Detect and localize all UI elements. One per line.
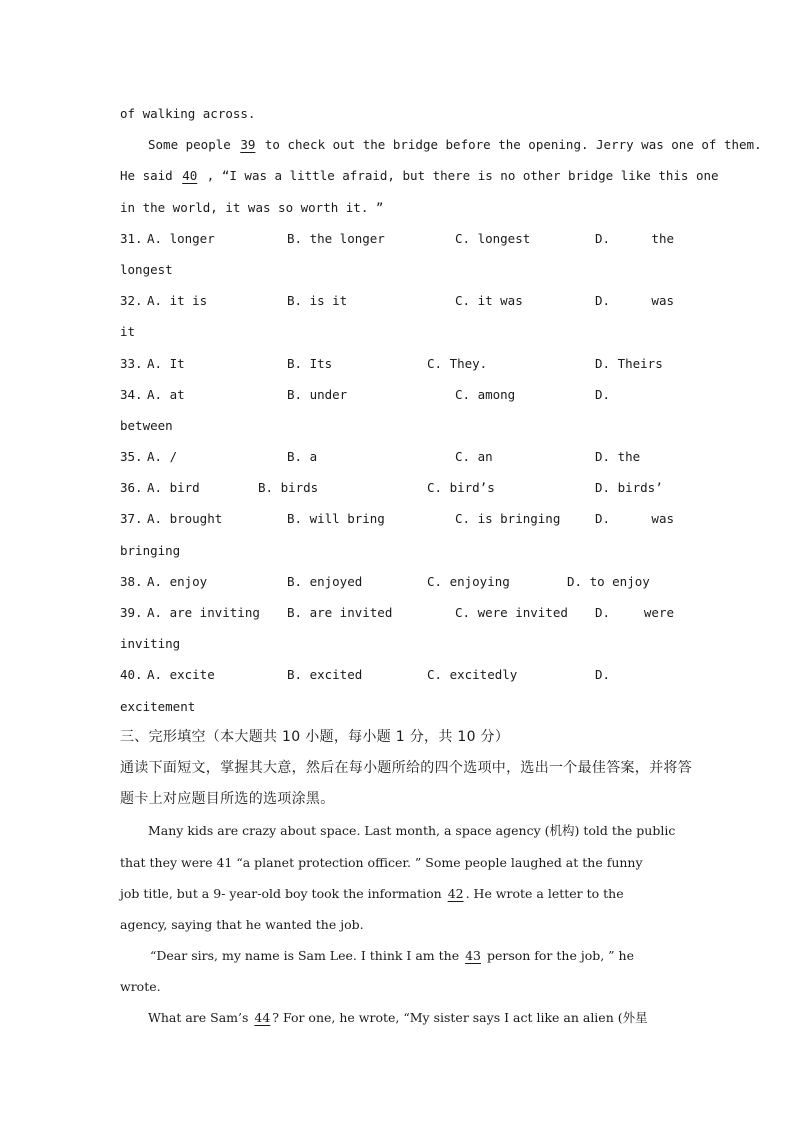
option-d-text: was bbox=[651, 511, 674, 527]
option-c: C. excitedly bbox=[427, 667, 518, 683]
passage-line bbox=[120, 909, 674, 940]
passage-text: Some people bbox=[148, 137, 239, 153]
option-d-wrap: it bbox=[120, 324, 136, 340]
question-number: 36. bbox=[120, 480, 143, 496]
option-row bbox=[120, 659, 674, 690]
option-c: C. is bringing bbox=[455, 511, 561, 527]
question-number: 35. bbox=[120, 449, 143, 465]
blank-43: 43 bbox=[465, 948, 481, 964]
passage-text: . He wrote a letter to the bbox=[465, 885, 624, 901]
option-row bbox=[120, 285, 674, 316]
option-row bbox=[120, 348, 674, 379]
option-c: C. among bbox=[455, 386, 516, 402]
option-d-wrap: between bbox=[120, 417, 173, 433]
option-a: A. / bbox=[147, 449, 178, 465]
passage-text: agency, saying that he wanted the job. bbox=[120, 916, 364, 932]
option-b: B. a bbox=[287, 449, 318, 465]
question-number: 38. bbox=[120, 573, 143, 589]
option-b: B. enjoyed bbox=[287, 573, 363, 589]
option-d-wrap: longest bbox=[120, 261, 173, 277]
document-content bbox=[120, 98, 762, 1034]
option-a: A. brought bbox=[147, 511, 223, 527]
section-heading: 三、完形填空（本大题共 10 小题，每小题 1 分，共 10 分） bbox=[120, 728, 510, 745]
options-list bbox=[120, 223, 674, 722]
option-b: B. birds bbox=[258, 480, 319, 496]
passage-text: , “I was a little afraid, but there is no other bridge like this one bbox=[199, 168, 719, 184]
passage-line bbox=[120, 129, 762, 160]
option-row bbox=[120, 472, 674, 503]
option-d-text: the bbox=[651, 230, 674, 246]
option-a: A. at bbox=[147, 386, 185, 402]
passage-line bbox=[120, 847, 674, 878]
option-a: A. It bbox=[147, 355, 185, 371]
option-b: B. excited bbox=[287, 667, 363, 683]
blank-42: 42 bbox=[447, 885, 464, 901]
option-d: D. bbox=[595, 386, 611, 402]
option-c: C. They. bbox=[427, 355, 488, 371]
option-row bbox=[120, 441, 674, 472]
option-c: C. bird’s bbox=[427, 480, 495, 496]
option-d: D. bbox=[595, 605, 611, 620]
option-d-wrap: inviting bbox=[120, 636, 181, 652]
blank-40: 40 bbox=[182, 168, 198, 184]
blank-39: 39 bbox=[240, 137, 256, 153]
option-d: D. bbox=[595, 511, 611, 527]
option-row bbox=[120, 223, 674, 254]
question-number: 31. bbox=[120, 230, 143, 246]
passage-line bbox=[120, 971, 674, 1002]
option-d: D. bbox=[595, 667, 611, 683]
option-a: A. are inviting bbox=[147, 605, 260, 620]
option-d: D. bbox=[595, 230, 611, 246]
option-c: C. it was bbox=[455, 293, 523, 309]
option-d: D. bbox=[595, 293, 611, 309]
option-b: B. Its bbox=[287, 355, 333, 371]
passage-text: What are Sam’s bbox=[148, 1010, 253, 1026]
passage-line bbox=[120, 815, 674, 846]
option-d: D. to enjoy bbox=[567, 573, 650, 589]
option-b: B. the longer bbox=[287, 230, 385, 246]
option-a: A. longer bbox=[147, 230, 215, 246]
passage-text: in the world, it was so worth it. ” bbox=[120, 199, 384, 215]
option-d-text: were bbox=[643, 605, 674, 620]
option-row bbox=[120, 597, 674, 628]
option-d: D. birds’ bbox=[595, 480, 663, 496]
option-d: D. Theirs bbox=[595, 355, 663, 371]
passage-line bbox=[120, 878, 674, 909]
section-instruction: 通读下面短文，掌握其大意，然后在每小题所给的四个选项中，选出一个最佳答案，并将答 bbox=[120, 759, 692, 776]
question-number: 39. bbox=[120, 605, 143, 620]
option-c: C. enjoying bbox=[427, 573, 510, 589]
question-number: 32. bbox=[120, 293, 143, 309]
option-b: B. will bring bbox=[287, 511, 385, 527]
passage-line bbox=[120, 1002, 674, 1033]
question-number: 34. bbox=[120, 386, 143, 402]
option-a: A. excite bbox=[147, 667, 215, 683]
option-d-wrap: bringing bbox=[120, 542, 181, 558]
passage-text: Many kids are crazy about space. Last month, a space agency (机构) told the public bbox=[148, 823, 676, 839]
passage-line bbox=[120, 160, 719, 191]
option-b: B. is it bbox=[287, 293, 348, 309]
passage-text: to check out the bridge before the opening. Jerry was one of them. bbox=[257, 137, 762, 153]
passage-text: He said bbox=[120, 168, 181, 184]
option-a: A. bird bbox=[147, 480, 200, 496]
question-number: 33. bbox=[120, 355, 143, 371]
passage-text: ? For one, he wrote, “My sister says I act like an alien (外星 bbox=[272, 1010, 648, 1026]
option-row bbox=[120, 379, 674, 410]
passage-line bbox=[120, 940, 674, 971]
option-c: C. an bbox=[455, 449, 493, 465]
question-number: 40. bbox=[120, 667, 143, 683]
passage-text: person for the job, ” he bbox=[482, 948, 634, 964]
option-a: A. enjoy bbox=[147, 573, 208, 589]
passage-line bbox=[120, 98, 674, 129]
question-number: 37. bbox=[120, 511, 143, 527]
section-instruction: 题卡上对应题目所选的选项涂黑。 bbox=[120, 791, 335, 808]
passage-text: job title, but a 9- year-old boy took the information bbox=[120, 885, 446, 901]
option-row bbox=[120, 503, 674, 534]
option-c: C. longest bbox=[455, 230, 531, 246]
blank-44: 44 bbox=[254, 1010, 271, 1026]
passage-text: that they were 41 “a planet protection officer. ” Some people laughed at the funny bbox=[120, 854, 643, 870]
option-b: B. under bbox=[287, 386, 348, 402]
option-d-text: was bbox=[651, 293, 674, 309]
passage-line bbox=[120, 192, 674, 223]
option-d: D. the bbox=[595, 449, 641, 465]
passage-text: wrote. bbox=[120, 979, 161, 995]
option-c: C. were invited bbox=[455, 605, 568, 620]
option-b: B. are invited bbox=[287, 605, 393, 620]
option-row bbox=[120, 566, 674, 597]
passage-text: “Dear sirs, my name is Sam Lee. I think I am the bbox=[150, 948, 464, 964]
option-a: A. it is bbox=[147, 293, 208, 309]
passage-text: of walking across. bbox=[120, 106, 256, 121]
option-d-wrap: excitement bbox=[120, 698, 196, 714]
